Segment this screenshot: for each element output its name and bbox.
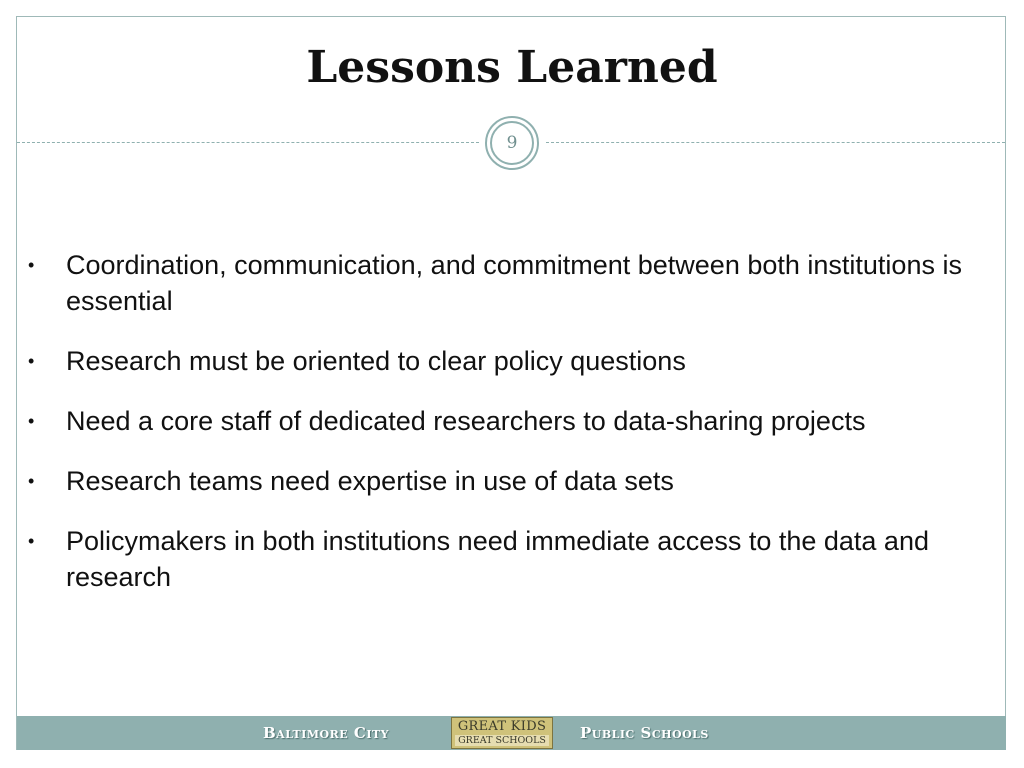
school-logo bbox=[451, 717, 553, 749]
bullet-text: Research must be oriented to clear policy questions bbox=[66, 346, 686, 376]
bullet-dot-icon: • bbox=[28, 471, 35, 491]
bullet-dot-icon: • bbox=[28, 411, 35, 431]
bullet-dot-icon: • bbox=[28, 351, 35, 371]
bullet-item bbox=[26, 463, 1001, 499]
bullet-text: Research teams need expertise in use of data sets bbox=[66, 466, 674, 496]
bullet-item bbox=[26, 523, 1001, 595]
logo-line-2: GREAT SCHOOLS bbox=[455, 735, 549, 746]
logo-line-1: GREAT KIDS bbox=[457, 719, 547, 734]
footer-right-text: Public Schools bbox=[580, 724, 709, 742]
bullet-dot-icon: • bbox=[28, 255, 35, 275]
bullet-text: Coordination, communication, and commitment between both institutions is essential bbox=[66, 250, 962, 316]
slide-title: Lessons Learned bbox=[306, 42, 718, 93]
page-number: 9 bbox=[490, 121, 534, 165]
footer-left-text: Baltimore City bbox=[263, 724, 390, 742]
title-divider-left bbox=[17, 142, 479, 143]
bullet-dot-icon: • bbox=[28, 531, 35, 551]
bullet-item bbox=[26, 247, 1001, 319]
footer-bar bbox=[17, 716, 1006, 750]
bullet-item bbox=[26, 343, 1001, 379]
bullet-list bbox=[26, 247, 1001, 619]
bullet-item bbox=[26, 403, 1001, 439]
bullet-text: Policymakers in both institutions need immediate access to the data and research bbox=[66, 526, 929, 592]
page-number-badge bbox=[485, 116, 539, 170]
title-divider-right bbox=[546, 142, 1005, 143]
bullet-text: Need a core staff of dedicated researchers to data-sharing projects bbox=[66, 406, 866, 436]
